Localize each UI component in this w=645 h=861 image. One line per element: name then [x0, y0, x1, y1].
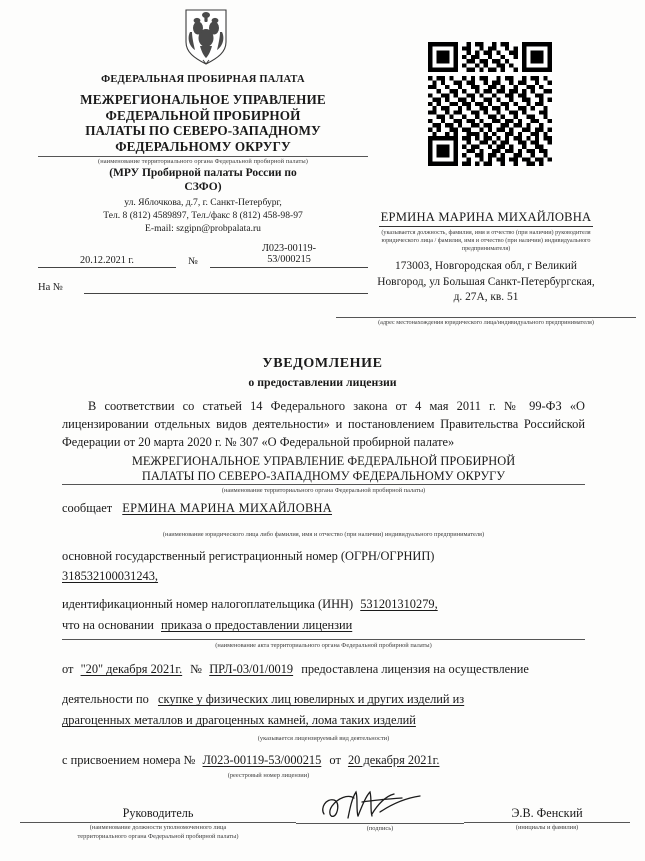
issuing-org-line-1: МЕЖРЕГИОНАЛЬНОЕ УПРАВЛЕНИЕ ФЕДЕРАЛЬНОЙ ПРОБИРНОЙ	[131, 453, 516, 468]
ogrn-row	[62, 548, 585, 586]
department-short-name-1: (МРУ Пробирной палаты России по	[109, 167, 297, 180]
basis-caption: (наименование акта территориального органа Федеральной пробирной палаты)	[62, 639, 585, 650]
reply-to-blank	[84, 282, 368, 294]
order-suffix: предоставлена лицензия на осуществление	[301, 662, 529, 677]
title-sub: о предоставлении лицензии	[248, 375, 397, 389]
issuing-org-caption: (наименование территориального органа Федеральной пробирной палаты)	[62, 484, 585, 495]
license-row	[62, 752, 585, 770]
licensee-caption: (наименование юридического лица либо фамилия, имя и отчество (при наличии) индивидуального предпринимателя)	[162, 530, 485, 538]
russian-coat-of-arms-icon	[182, 8, 230, 66]
document-body	[62, 398, 585, 780]
addressee-divider	[336, 317, 636, 318]
letter-number-line-2: 53/000215	[267, 254, 311, 266]
order-number: ПРЛ-03/01/0019	[209, 662, 294, 677]
license-number: Л023-00119-53/000215	[202, 752, 322, 767]
office-address: ул. Яблочкова, д.7, г. Санкт-Петербург,	[124, 196, 282, 208]
signature-block	[20, 806, 630, 841]
basis-row	[62, 617, 585, 635]
signatory-role-caption-1: (наименование должности уполномоченного лица	[89, 824, 227, 831]
signatory-role: Руководитель	[122, 806, 194, 820]
number-symbol: №	[188, 255, 198, 267]
basis-prefix: что на основании	[62, 618, 154, 633]
letterhead	[38, 74, 368, 236]
license-caption: (реестровый номер лицензии)	[227, 771, 310, 779]
license-from-label: от	[329, 752, 341, 767]
reply-to-label: На №	[38, 281, 63, 293]
activity-line-1: скупке у физических лиц ювелирных и других изделий из	[157, 692, 465, 707]
department-line-2: ФЕДЕРАЛЬНОЙ ПРОБИРНОЙ	[105, 107, 301, 123]
inn-row	[62, 596, 585, 614]
department-caption: (наименование территориального органа Федеральной пробирной палаты)	[38, 156, 368, 165]
addressee-name: ЕРМИНА МАРИНА МИХАЙЛОВНА	[379, 210, 594, 227]
signatory-name: Э.В. Фенский	[511, 806, 583, 820]
ogrn-value: 318532100031243,	[62, 569, 159, 584]
addressee-block	[336, 208, 636, 326]
signatory-role-caption-2: территориального органа Федеральной пробирной палаты)	[77, 832, 239, 840]
ogrn-label: основной государственный регистрационный номер (ОГРН/ОГРНИП)	[62, 549, 435, 564]
signature-caption: (подпись)	[366, 825, 394, 832]
office-email: E-mail: szgipn@probpalata.ru	[145, 222, 261, 234]
basis-value: приказа о предоставлении лицензии	[161, 618, 353, 633]
signature-mark-col	[296, 806, 464, 834]
reports-row	[62, 500, 585, 518]
activity-prefix: деятельности по	[62, 692, 149, 707]
order-date: "20" декабря 2021г.	[80, 662, 183, 677]
addressee-address-caption: (адрес местонахождения юридического лица/индивидуального предпринимателя)	[378, 319, 594, 327]
order-row	[62, 661, 585, 679]
activity-row	[62, 691, 585, 730]
department-short-name-2: СЗФО)	[184, 181, 222, 194]
signatory-name-col	[464, 806, 630, 833]
addressee-address-1: 173003, Новгородская обл, г Великий	[395, 260, 577, 273]
department-line-1: МЕЖРЕГИОНАЛЬНОЕ УПРАВЛЕНИЕ	[80, 92, 326, 107]
reference-block	[38, 243, 368, 294]
addressee-address-2: Новгород, ул Большая Санкт-Петербургская,	[377, 275, 595, 288]
activity-line-2: драгоценных металлов и драгоценных камней, лома таких изделий	[62, 713, 416, 728]
addressee-caption-1: (указывается должность, фамилия, имя и отчество (при наличии) руководителя	[381, 229, 591, 236]
letter-date: 20.12.2021 г.	[38, 255, 176, 268]
office-phone: Тел. 8 (812) 4589897, Тел./факс 8 (812) 458-98-97	[103, 209, 303, 221]
addressee-caption-2: юридического лица / фамилия, имя и отчество (при наличии) индивидуального	[381, 237, 591, 245]
inn-label: идентификационный номер налогоплательщика (ИНН)	[62, 597, 354, 612]
title-main: УВЕДОМЛЕНИЕ	[262, 356, 383, 371]
order-prefix: от	[62, 662, 74, 677]
letter-number-line-1: Л023-00119-	[261, 243, 317, 254]
intro-paragraph: В соответствии со статьей 14 Федерального закона от 4 мая 2011 г. № 99-ФЗ «О лицензировании отдельных видов деятельности» и постановлением Правительства Российской Федерации от 20 марта 2020 г. № 307 «О Федеральной пробирной палате»	[62, 399, 585, 449]
signatory-role-col	[20, 806, 296, 841]
page-title	[0, 356, 645, 390]
activity-line-1-wrap	[62, 691, 585, 709]
addressee-caption-3: предпринимателя)	[461, 245, 511, 253]
inn-value: 531201310279,	[360, 597, 438, 612]
department-line-3: ПАЛАТЫ ПО СЕВЕРО-ЗАПАДНОМУ	[85, 123, 321, 139]
license-prefix: с присвоением номера №	[62, 752, 196, 767]
license-date: 20 декабря 2021г.	[347, 752, 440, 767]
licensee-name: ЕРМИНА МАРИНА МИХАЙЛОВНА	[122, 500, 333, 515]
issuing-org-line-2: ПАЛАТЫ ПО СЕВЕРО-ЗАПАДНОМУ ФЕДЕРАЛЬНОМУ ОКРУГУ	[141, 468, 506, 483]
signatory-name-caption: (инициалы и фамилия)	[515, 824, 579, 831]
reports-label: сообщает	[62, 500, 113, 515]
activity-caption: (указывается лицензируемый вид деятельности)	[257, 735, 390, 743]
agency-name: ФЕДЕРАЛЬНАЯ ПРОБИРНАЯ ПАЛАТА	[101, 74, 305, 85]
handwritten-signature	[318, 788, 448, 822]
qr-code	[428, 42, 552, 166]
department-line-4: ФЕДЕРАЛЬНОМУ ОКРУГУ	[115, 138, 291, 154]
addressee-address-3: д. 27А, кв. 51	[453, 290, 519, 303]
order-number-symbol: №	[190, 662, 203, 677]
